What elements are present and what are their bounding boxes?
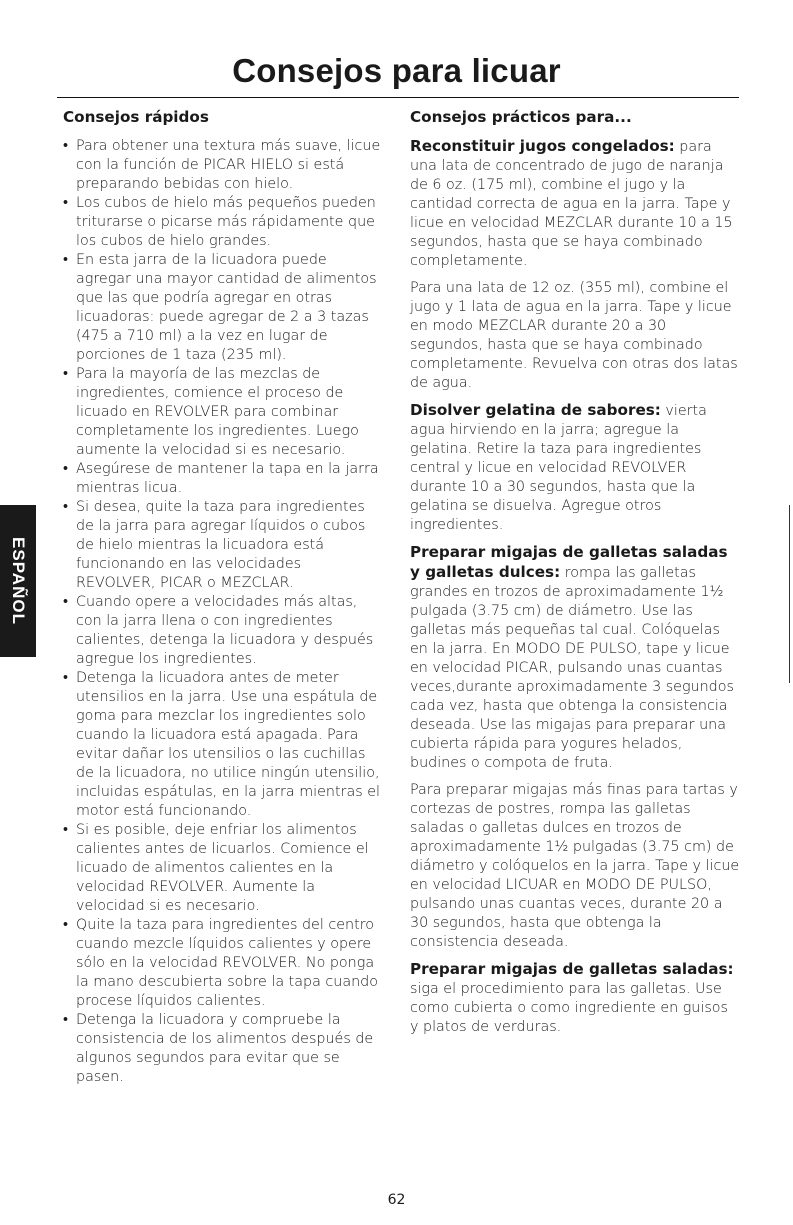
tip-paragraph: [410, 137, 740, 271]
tip-text: Para preparar migajas más finas para tartas y cortezas de postres, rompa las galletas saladas o galletas dulces en trozos de aproximadamente 1½ pulgadas (3.75 cm) de diámetro y colóquelos en la jarra. Tape y licue en velocidad LICUAR en MODO DE PULSO, pulsando unas cuantas veces, durante 20 a 30 segundos, hasta que obtenga la consistencia deseada.: [410, 782, 740, 950]
list-item: • Si desea, quite la taza para ingredientes de la jarra para agregar líquidos o cubos de hielo mientras la licuadora está funcionando en las velocidades REVOLVER, PICAR o MEZCLAR.: [63, 498, 385, 593]
list-item: • Para obtener una textura más suave, licue con la función de PICAR HIELO si está preparando bebidas con hielo.: [63, 137, 385, 194]
tip-text: Para una lata de 12 oz. (355 ml), combine el jugo y 1 lata de agua en la jarra. Tape y licue en modo MEZCLAR durante 20 a 30 segundos, hasta que se haya combinado completamente. Revuelva con otras dos latas de agua.: [410, 280, 738, 391]
language-tab-label: ESPAÑOL: [9, 537, 28, 625]
page-number: 62: [387, 1192, 406, 1208]
tip-lead: Reconstituir jugos congelados:: [410, 137, 675, 155]
list-item: • Los cubos de hielo más pequeños pueden triturarse o picarse más rápidamente que los cubos de hielo grandes.: [63, 194, 385, 251]
quick-tips-list: [63, 137, 385, 1087]
tip-paragraph: [410, 401, 740, 535]
page-edge-mark: [789, 505, 790, 683]
tip-text: para una lata de concentrado de jugo de naranja de 6 oz. (175 ml), combine el jugo y la cantidad correcta de agua en la jarra. Tape y licue en velocidad MEZCLAR durante 10 a 15 segundos, hasta que se haya combinado completamente.: [410, 139, 733, 269]
list-item: • Si es posible, deje enfriar los alimentos calientes antes de licuarlos. Comience el licuado de alimentos calientes en la velocidad REVOLVER. Aumente la velocidad si es necesario.: [63, 821, 385, 916]
tip-text: rompa las galletas grandes en trozos de aproximadamente 1½ pulgada (3.75 cm) de diámetro. Use las galletas más pequeñas tal cual. Colóquelas en la jarra. En MODO DE PULSO, tape y licue en velocidad PICAR, pulsando unas cuantas veces,durante aproximadamente 3 segundos cada vez, hasta que obtenga la consistencia deseada. Use las migajas para preparar una cubierta rápida para yogures helados, budines o compota de fruta.: [410, 565, 734, 771]
list-item: • Asegúrese de mantener la tapa en la jarra mientras licua.: [63, 460, 385, 498]
left-column: [63, 103, 385, 1087]
tip-paragraph: [410, 279, 740, 393]
list-item: • Detenga la licuadora y compruebe la consistencia de los alimentos después de algunos segundos para evitar que se pasen.: [63, 1011, 385, 1087]
quick-tips-heading: Consejos rápidos: [63, 108, 209, 126]
title-rule: [57, 97, 739, 98]
list-item: • Cuando opere a velocidades más altas, con la jarra llena o con ingredientes calientes, detenga la licuadora y después agregue los ingredientes.: [63, 593, 385, 669]
list-item: • Para la mayoría de las mezclas de ingredientes, comience el proceso de licuado en REVOLVER para combinar completamente los ingredientes. Luego aumente la velocidad si es necesario.: [63, 365, 385, 460]
tip-lead: Preparar migajas de galletas saladas:: [410, 960, 734, 978]
tip-paragraph: [410, 781, 740, 952]
list-item: • Detenga la licuadora antes de meter utensilios en la jarra. Use una espátula de goma para mezclar los ingredientes solo cuando la licuadora está apagada. Para evitar dañar los utensilios o las cuchillas de la licuadora, no utilice ningún utensilio, incluidas espátulas, en la jarra mientras el motor está funcionando.: [63, 669, 385, 821]
tip-text: siga el procedimiento para las galletas. Use como cubierta o como ingrediente en guisos y platos de verduras.: [410, 981, 728, 1035]
list-item: • Quite la taza para ingredientes del centro cuando mezcle líquidos calientes y opere sólo en la velocidad REVOLVER. No ponga la mano descubierta sobre la tapa cuando procese líquidos calientes.: [63, 916, 385, 1011]
right-column: [410, 103, 740, 1045]
list-item: • En esta jarra de la licuadora puede agregar una mayor cantidad de alimentos que las que podría agregar en otras licuadoras: puede agregar de 2 a 3 tazas (475 a 710 ml) a la vez en lugar de porciones de 1 taza (235 ml).: [63, 251, 385, 365]
tip-lead: Disolver gelatina de sabores:: [410, 401, 661, 419]
language-tab: [0, 505, 36, 657]
tip-paragraph: [410, 960, 740, 1037]
page-title: Consejos para licuar: [232, 52, 561, 89]
tip-lead: Preparar migajas de galletas saladas y galletas dulces:: [410, 543, 728, 581]
tip-paragraph: [410, 543, 740, 773]
tip-text: vierta agua hirviendo en la jarra; agregue la gelatina. Retire la taza para ingredientes central y licue en velocidad REVOLVER durante 10 a 30 segundos, hasta que la gelatina se disuelva. Agregue otros ingredientes.: [410, 403, 707, 533]
practical-tips-heading: Consejos prácticos para...: [410, 108, 632, 126]
